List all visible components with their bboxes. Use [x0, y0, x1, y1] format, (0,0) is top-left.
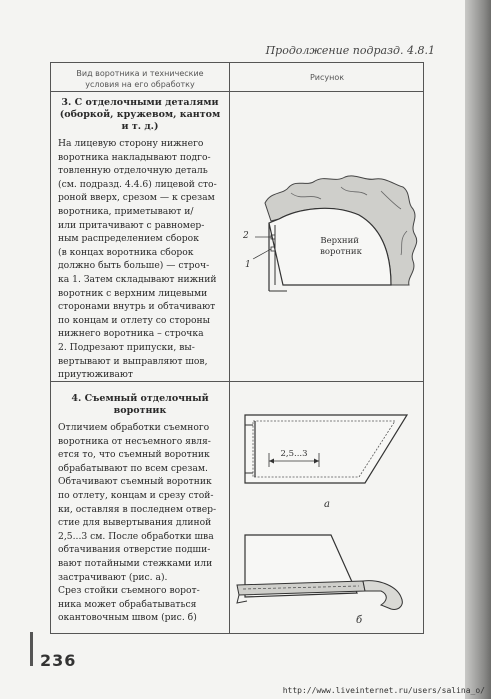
column-divider — [229, 63, 230, 633]
column-head-figure: Рисунок — [309, 73, 345, 82]
section4-title: 4. Съемный отделочный воротник — [71, 393, 209, 416]
upper-collar-label: Верхний воротник — [320, 236, 362, 257]
section3-figure — [231, 143, 423, 303]
section4-text: Отличием обработки съемного воротника от несъемного явля- ется то, что съемный воротник обрабатывают по всем срезам. Обтачивают съемный воротник по отлету, концам и срезу стой- ки, оставляя в последнем отвер- стие для вывертывания длиной 2,5...3 см. После обработки шва обтачивания отверстие подши- вают потайными стежками или застрачивают (рис. а). Срез стойки съемного ворот- ника может обрабатываться окантовочным швом (рис. б) — [58, 422, 217, 624]
column-head-description: Вид воротника и технические условия на его обработку — [76, 69, 204, 89]
header-divider — [51, 91, 423, 92]
watermark-url: http://www.liveinternet.ru/users/salina_o/ — [282, 686, 485, 695]
continuation-header: Продолжение подразд. 4.8.1 — [265, 44, 435, 57]
margin-bar — [30, 632, 33, 666]
page-edge-shadow — [465, 0, 491, 699]
figure-a-caption: а — [324, 499, 330, 510]
figure-b-caption: б — [355, 615, 363, 626]
section4-figure-a — [231, 403, 423, 513]
section3-text: На лицевую сторону нижнего воротника накладывают подго- товленную отделочную деталь (см. подразд. 4.4.6) лицевой сто- роной вверх, срезом — к срезам воротника, приметывают и/ или притачивают с равномер- ным распределением сборок (в концах воротника сборок должно быть больше) — строч- ка 1. Затем складывают нижний воротник с верхним лицевыми сторонами внутрь и обтачивают по концам и отлету со стороны нижнего воротника – строчка 2. Подрезают припуски, вы- вертывают и выправляют шов, приутюживают — [58, 138, 217, 381]
stitch-mark-1: 1 — [245, 260, 251, 270]
page-number: 236 — [40, 651, 77, 670]
instruction-table — [50, 62, 424, 634]
stitch-mark-2: 2 — [243, 231, 249, 241]
section3-title: 3. С отделочными деталями (оборкой, кружевом, кантом и т. д.) — [59, 97, 221, 132]
opening-dimension: 2,5...3 — [280, 449, 308, 459]
section4-figure-b — [231, 513, 423, 635]
